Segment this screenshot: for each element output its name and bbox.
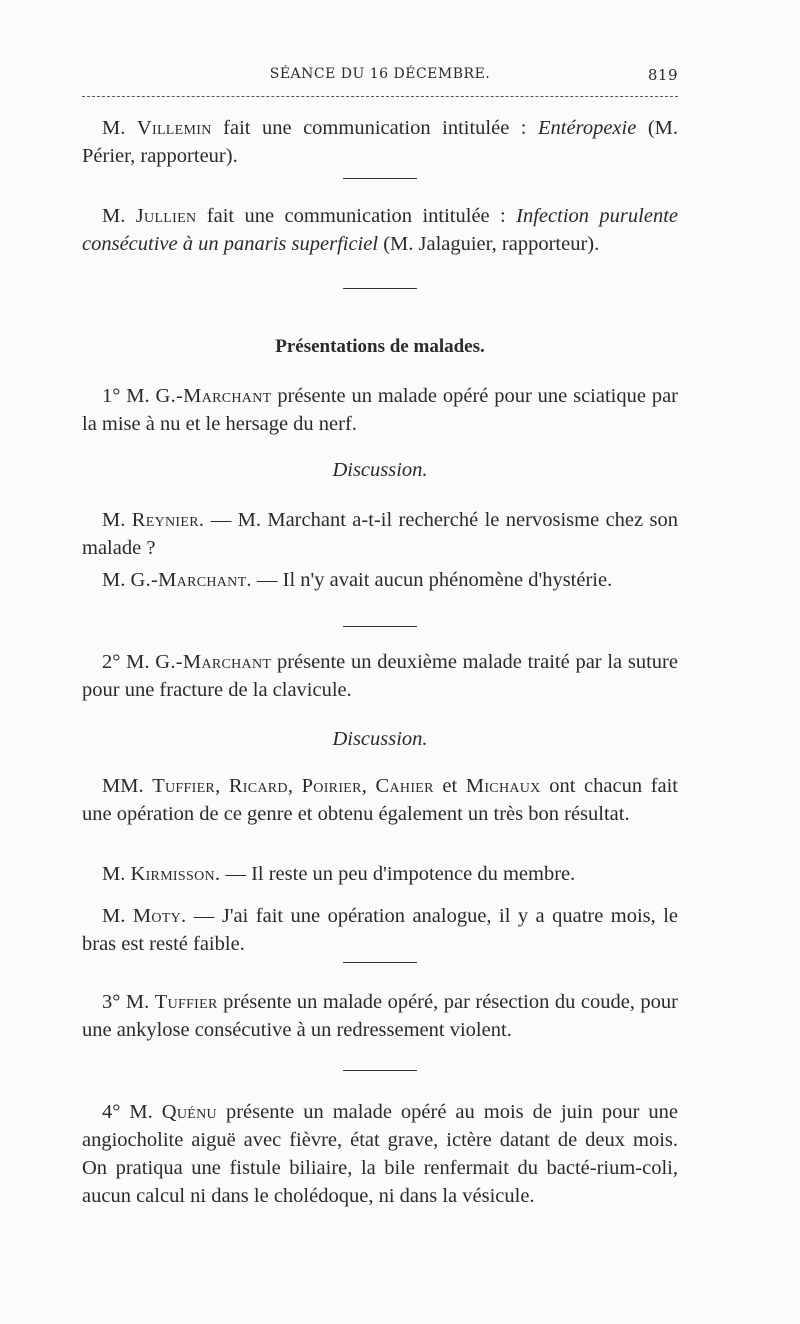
text-run: présente un malade opéré pour une sciatique par la mise à nu et le hersage du nerf. (82, 385, 678, 435)
text-run: , (215, 775, 229, 797)
text-run: fait une communication intitulée : (211, 117, 539, 139)
author-name: Michaux (465, 775, 541, 797)
text-run: — Il n'y avait aucun phénomène d'hystérie. (251, 569, 613, 591)
author-name: Tuffier (152, 775, 216, 797)
page-number: 819 (647, 66, 678, 84)
author-name: Quénu (161, 1101, 217, 1123)
discussion-heading: Discussion. (332, 728, 428, 750)
paragraph-jullien (82, 202, 678, 258)
author-name: Tuffier (154, 991, 218, 1013)
author-name: Reynier. (131, 509, 205, 531)
author-name: Ricard (228, 775, 288, 797)
text-run: 3° M. (102, 991, 155, 1013)
text-run: M. (102, 117, 137, 139)
author-name: G.-Marchant (155, 651, 272, 673)
text-run: présente un deuxième malade traité par la suture pour une fracture de la clavicule. (82, 651, 678, 701)
text-run: 2° M. (102, 651, 156, 673)
text-run: — J'ai fait une opération analogue, il y a quatre mois, le bras est resté faible. (82, 905, 678, 955)
paragraph-presentation-1 (82, 382, 678, 438)
text-run: présente un malade opéré, par résection du coude, pour une ankylose consécutive à un redressement violent. (82, 991, 678, 1041)
author-name: Kirmisson. (130, 863, 221, 885)
section-heading: Présentations de malades. (275, 336, 485, 357)
author-name: Moty. (132, 905, 187, 927)
text-run: et (433, 775, 466, 797)
paragraph-presentation-3 (82, 988, 678, 1044)
text-run: M. (102, 205, 136, 227)
author-name: Villemin (136, 117, 212, 139)
separator-rule (343, 962, 417, 963)
separator-rule (343, 288, 417, 289)
text-run: (M. Périer, rapporteur). (82, 117, 679, 167)
text-run: M. (102, 569, 131, 591)
paragraph-kirmisson (82, 860, 678, 888)
paragraph-presentation-4 (82, 1098, 678, 1210)
text-run: ont chacun fait une opération de ce genre et obtenu également un très bon résultat. (82, 775, 679, 825)
header-rule (82, 96, 678, 97)
text-run: 1° M. (102, 385, 156, 407)
text-run: présente un malade opéré au mois de juin pour une angiocholite aiguë avec fièvre, état grave, ictère datant de deux mois. On pratiqua une fistule biliaire, la bile renfermait du bacté-rium-coli, aucun calcul ni dans le cholédoque, ni dans la vésicule. (82, 1101, 678, 1207)
separator-rule (343, 1070, 417, 1071)
communication-title: Entéropexie (538, 117, 637, 139)
paragraph-marchant-reply (82, 566, 678, 594)
paragraph-moty (82, 902, 678, 958)
communication-title: Infection purulente consécutive à un panaris superficiel (82, 205, 678, 255)
text-run: M. (102, 863, 131, 885)
text-run: , (287, 775, 302, 797)
author-name: G.-Marchant (155, 385, 272, 407)
discussion-heading: Discussion. (332, 459, 428, 481)
paragraph-presentation-2 (82, 648, 678, 704)
text-run: , (361, 775, 376, 797)
text-run: M. (102, 905, 133, 927)
text-run: fait une communication intitulée : (196, 205, 517, 227)
running-title: SÉANCE DU 16 DÉCEMBRE. (269, 66, 491, 82)
running-head (82, 66, 678, 88)
separator-rule (343, 178, 417, 179)
text-run: 4° M. (102, 1101, 162, 1123)
text-run: (M. Jalaguier, rapporteur). (378, 233, 600, 255)
text-run: MM. (102, 775, 153, 797)
text-run: — Il reste un peu d'impotence du membre. (220, 863, 576, 885)
text-run: — M. Marchant a-t-il recherché le nervosisme chez son malade ? (82, 509, 679, 559)
paragraph-villemin (82, 114, 678, 170)
separator-rule (343, 626, 417, 627)
text-run: M. (102, 509, 132, 531)
author-name: Cahier (375, 775, 434, 797)
author-name: Poirier (301, 775, 362, 797)
author-name: Jullien (135, 205, 197, 227)
paragraph-mm (82, 772, 678, 828)
author-name: G.-Marchant. (130, 569, 252, 591)
paragraph-reynier (82, 506, 678, 562)
